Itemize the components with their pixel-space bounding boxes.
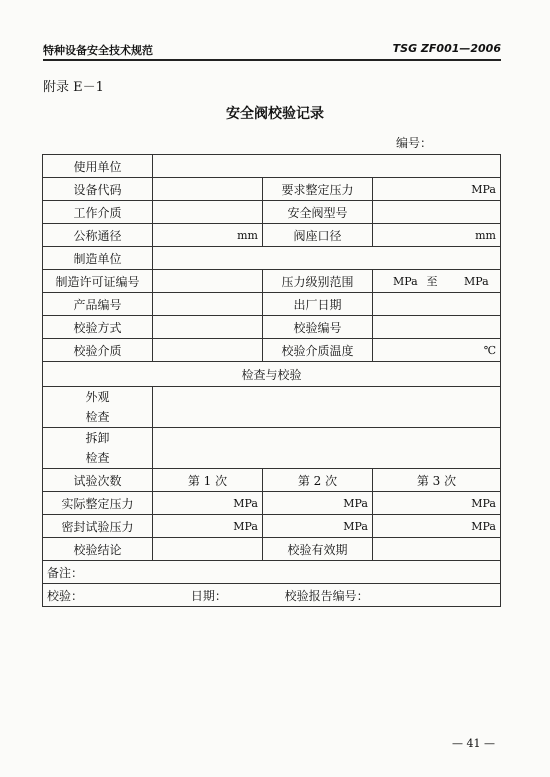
pressure-range-label: 压力级别范围 — [263, 270, 373, 293]
first-test-label: 第 1 次 — [153, 469, 263, 492]
actual-set-pressure-1[interactable] — [153, 492, 263, 515]
medium-temp-field[interactable] — [373, 339, 501, 362]
row-license — [43, 270, 501, 293]
valve-model-field[interactable] — [373, 201, 501, 224]
inspector-label: 校验： — [47, 588, 84, 603]
unit-mpa: MPa — [343, 519, 368, 533]
actual-set-pressure-label: 实际整定压力 — [43, 492, 153, 515]
nominal-diameter-field[interactable] — [153, 224, 263, 247]
appearance-field[interactable] — [153, 387, 501, 428]
required-set-pressure-label: 要求整定压力 — [263, 178, 373, 201]
unit-mpa: MPa — [233, 519, 258, 533]
factory-date-label: 出厂日期 — [263, 293, 373, 316]
signature-row — [43, 584, 501, 607]
serial-number-label: 编号： — [396, 136, 433, 150]
row-disassembly — [43, 428, 501, 469]
unit-mpa: MPa — [471, 496, 496, 510]
unit-mm: mm — [237, 228, 258, 242]
third-test-label: 第 3 次 — [373, 469, 501, 492]
unit-celsius: ℃ — [483, 343, 496, 357]
device-code-label: 设备代码 — [43, 178, 153, 201]
row-device-code — [43, 178, 501, 201]
medium-field[interactable] — [153, 339, 263, 362]
pressure-range-field[interactable] — [373, 270, 501, 293]
row-signature — [43, 584, 501, 607]
row-use-unit — [43, 155, 501, 178]
page-number: — 41 — — [452, 737, 495, 750]
seal-test-pressure-1[interactable] — [153, 515, 263, 538]
appearance-label-text: 外观检查 — [85, 390, 110, 424]
appendix-label: 附录 E－1 — [43, 80, 104, 95]
row-working-medium — [43, 201, 501, 224]
factory-date-field[interactable] — [373, 293, 501, 316]
medium-label: 校验介质 — [43, 339, 153, 362]
header-left: 特种设备安全技术规范 — [43, 44, 153, 57]
unit-mpa: MPa — [471, 182, 496, 196]
manufacturer-field[interactable] — [153, 247, 501, 270]
seat-diameter-field[interactable] — [373, 224, 501, 247]
working-medium-field[interactable] — [153, 201, 263, 224]
seal-test-pressure-2[interactable] — [263, 515, 373, 538]
conclusion-field[interactable] — [153, 538, 263, 561]
unit-mpa: MPa — [393, 275, 418, 288]
method-field[interactable] — [153, 316, 263, 339]
license-field[interactable] — [153, 270, 263, 293]
row-product — [43, 293, 501, 316]
validity-field[interactable] — [373, 538, 501, 561]
running-header — [43, 41, 501, 61]
use-unit-field[interactable] — [153, 155, 501, 178]
actual-set-pressure-3[interactable] — [373, 492, 501, 515]
valve-model-label: 安全阀型号 — [263, 201, 373, 224]
disassembly-label — [43, 428, 153, 469]
manufacturer-label: 制造单位 — [43, 247, 153, 270]
required-set-pressure-field[interactable] — [373, 178, 501, 201]
method-label: 校验方式 — [43, 316, 153, 339]
use-unit-label: 使用单位 — [43, 155, 153, 178]
form-title: 安全阀校验记录 — [226, 106, 324, 122]
row-conclusion — [43, 538, 501, 561]
disassembly-label-text: 拆卸检查 — [85, 431, 110, 465]
row-medium — [43, 339, 501, 362]
appearance-label — [43, 387, 153, 428]
second-test-label: 第 2 次 — [263, 469, 373, 492]
actual-set-pressure-2[interactable] — [263, 492, 373, 515]
row-manufacturer — [43, 247, 501, 270]
medium-temp-label: 校验介质温度 — [263, 339, 373, 362]
calibration-no-label: 校验编号 — [263, 316, 373, 339]
row-test-count — [43, 469, 501, 492]
remarks-label: 备注： — [47, 565, 84, 580]
unit-mpa: MPa — [343, 496, 368, 510]
header-right: TSG ZF001—2006 — [392, 42, 501, 55]
row-seal-test-pressure — [43, 515, 501, 538]
report-no-label: 校验报告编号： — [284, 588, 369, 603]
range-to-label: 至 — [426, 275, 438, 288]
license-label: 制造许可证编号 — [43, 270, 153, 293]
working-medium-label: 工作介质 — [43, 201, 153, 224]
section-heading: 检查与校验 — [43, 362, 501, 387]
nominal-diameter-label: 公称通径 — [43, 224, 153, 247]
validity-label: 校验有效期 — [263, 538, 373, 561]
device-code-field[interactable] — [153, 178, 263, 201]
unit-mm: mm — [475, 228, 496, 242]
remarks-field[interactable] — [43, 561, 501, 584]
unit-mpa: MPa — [471, 519, 496, 533]
disassembly-field[interactable] — [153, 428, 501, 469]
row-method — [43, 316, 501, 339]
product-no-label: 产品编号 — [43, 293, 153, 316]
row-actual-set-pressure — [43, 492, 501, 515]
unit-mpa: MPa — [233, 496, 258, 510]
calibration-no-field[interactable] — [373, 316, 501, 339]
test-count-label: 试验次数 — [43, 469, 153, 492]
date-label: 日期： — [190, 588, 227, 603]
row-remarks — [43, 561, 501, 584]
product-no-field[interactable] — [153, 293, 263, 316]
row-diameter — [43, 224, 501, 247]
seal-test-pressure-label: 密封试验压力 — [43, 515, 153, 538]
row-appearance — [43, 387, 501, 428]
seal-test-pressure-3[interactable] — [373, 515, 501, 538]
unit-mpa: MPa — [464, 275, 489, 288]
seat-diameter-label: 阀座口径 — [263, 224, 373, 247]
row-section-heading — [43, 362, 501, 387]
calibration-record-table — [42, 154, 501, 607]
conclusion-label: 校验结论 — [43, 538, 153, 561]
